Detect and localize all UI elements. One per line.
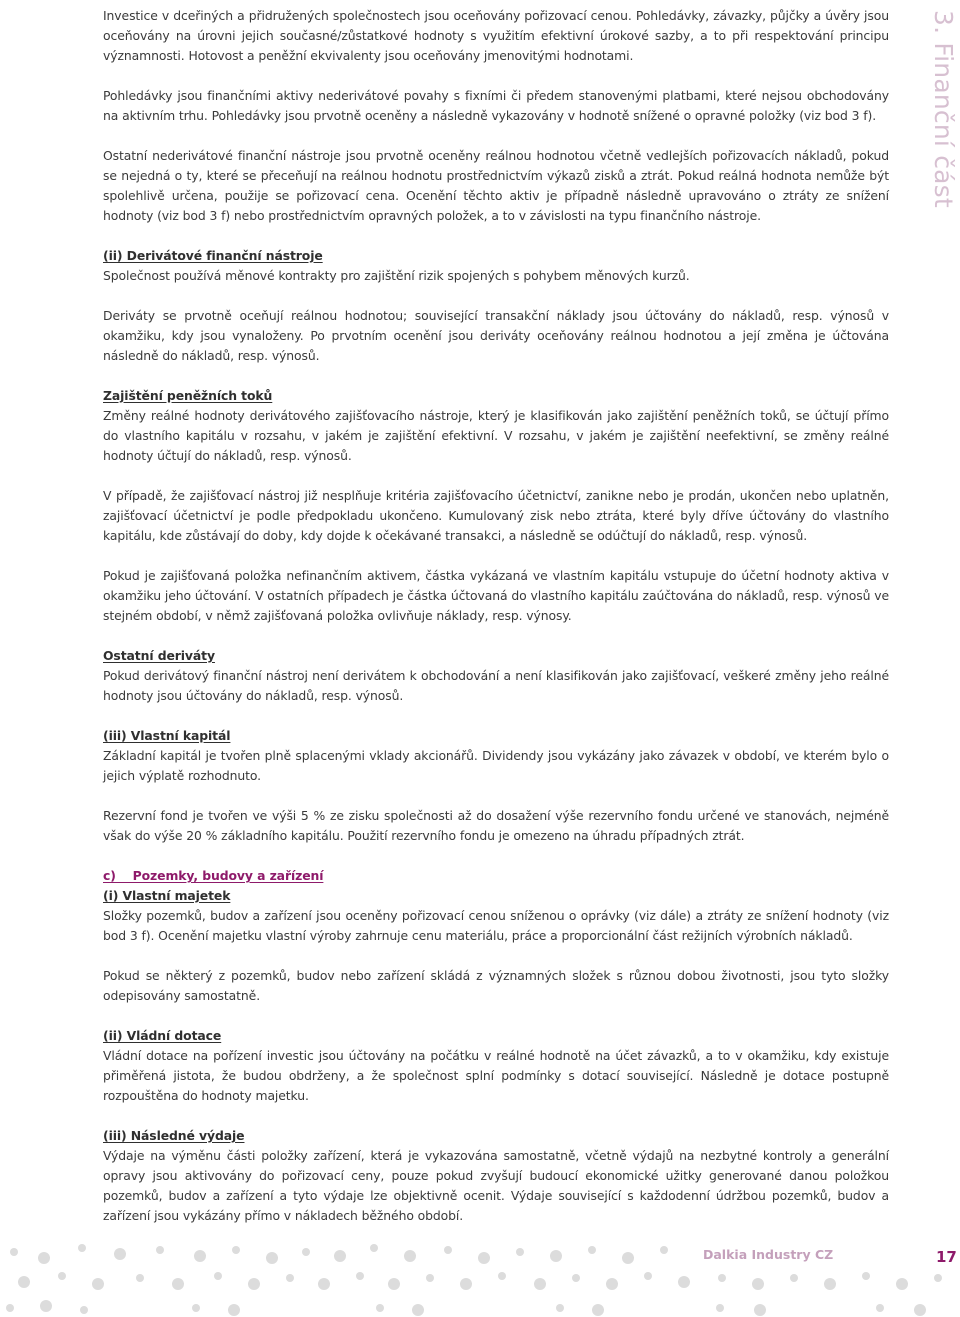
- paragraph: Vládní dotace na pořízení investic jsou účtovány na počátku v reálné hodnotě na účet závazků, a to v okamžiku, kdy existuje přiměřená jistota, že budou obdrženy, a že společnost splní podmínky s dotací související. Následně je dotace postupně rozpouštěna do hodnoty majetku.: [103, 1048, 889, 1103]
- heading-subsequent-costs: (iii) Následné výdaje: [103, 1128, 245, 1143]
- heading-equity: (iii) Vlastní kapitál: [103, 728, 231, 743]
- paragraph: Pokud derivátový finanční nástroj není derivátem k obchodování a není klasifikován jako zajišťovací, veškeré změny jeho reálné hodnoty jsou účtovány do nákladů, resp. výnosů.: [103, 668, 889, 703]
- paragraph: Společnost používá měnové kontrakty pro zajištění rizik spojených s pohybem měnových kurzů.: [103, 268, 690, 283]
- paragraph: Deriváty se prvotně oceňují reálnou hodnotou; související transakční náklady jsou účtovány do nákladů, resp. výnosů v okamžiku, kdy jsou vynaloženy. Po prvotním ocenění jsou deriváty oceňovány reálnou hodnotou a její změna je účtována následně do nákladů, resp. výnosů.: [103, 308, 889, 363]
- paragraph: Pokud se některý z pozemků, budov nebo zařízení skládá z významných složek s různou dobou životnosti, jsou tyto složky odepisovány samostatně.: [103, 968, 889, 1003]
- document-body: [103, 6, 889, 1226]
- paragraph: Základní kapitál je tvořen plně splacenými vklady akcionářů. Dividendy jsou vykázány jako závazek v období, ve kterém bylo o jejich výplatě rozhodnuto.: [103, 748, 889, 783]
- paragraph: Výdaje na výměnu části položky zařízení, která je vykazována samostatně, včetně výdajů na nezbytné kontroly a generální opravy jsou aktivovány do pořizovací ceny, pouze pokud zvyšují budoucí ekonomické užitky generované danou položkou pozemků, budov a zařízení a tyto výdaje lze objektivně ocenit. Výdaje související s každodenní údržbou pozemků, budov a zařízení jsou vykázány přímo v nákladech běžného období.: [103, 1148, 889, 1223]
- paragraph: Pohledávky jsou finančními aktivy nederivátové povahy s fixními či předem stanovenými platbami, které nejsou obchodovány na aktivním trhu. Pohledávky jsou prvotně oceněny a následně vykazovány v hodnotě snížené o opravné položky (viz bod 3 f).: [103, 88, 889, 123]
- decorative-dots: [0, 1230, 960, 1317]
- heading-own-assets: (i) Vlastní majetek: [103, 888, 231, 903]
- heading-government-grants: (ii) Vládní dotace: [103, 1028, 222, 1043]
- heading-derivative-instruments: (ii) Derivátové finanční nástroje: [103, 248, 323, 263]
- paragraph: Složky pozemků, budov a zařízení jsou oceněny pořizovací cenou sníženou o oprávky (viz dále) a ztráty ze snížení hodnoty (viz bod 3 f). Ocenění majetku vlastní výroby zahrnuje cenu materiálu, práce a proporcionální část režijních výrobních nákladů.: [103, 908, 889, 943]
- paragraph: Rezervní fond je tvořen ve výši 5 % ze zisku společnosti až do dosažení výše rezervního fondu určené ve stanovách, nejméně však do výše 20 % základního kapitálu. Použití rezervního fondu je omezeno na úhradu případných ztrát.: [103, 808, 889, 843]
- paragraph: Ostatní nederivátové finanční nástroje jsou prvotně oceněny reálnou hodnotou včetně vedlejších pořizovacích nákladů, pokud se nejedná o ty, které se přeceňují na reálnou hodnotu prostřednictvím výkazů zisků a ztrát. Pokud reálná hodnota nemůže být spolehlivě určena, použije se pořizovací cena. Ocenění těchto aktiv je případně následně upravováno o ztráty ze snížení hodnoty (viz bod 3 f) nebo prostřednictvím opravných položek, a to v závislosti na typu finančního nástroje.: [103, 148, 889, 223]
- heading-cash-flow-hedge: Zajištění peněžních toků: [103, 388, 273, 403]
- heading-other-derivatives: Ostatní deriváty: [103, 648, 215, 663]
- paragraph: Změny reálné hodnoty derivátového zajišťovacího nástroje, který je klasifikován jako zajištění peněžních toků, se účtují přímo do vlastního kapitálu v rozsahu, v jakém je zajištění efektivní. V rozsahu, v jakém je zajištění neefektivní, se změny reálné hodnoty účtují do nákladů, resp. výnosů.: [103, 408, 889, 463]
- heading-section-c: c) Pozemky, budovy a zařízení: [103, 868, 324, 883]
- paragraph: V případě, že zajišťovací nástroj již nesplňuje kritéria zajišťovacího účetnictví, zanikne nebo je prodán, ukončen nebo uplatněn, zajišťovací účetnictví je podle předpokladu ukončeno. Kumulovaný zisk nebo ztráta, které byly dříve účtovány do vlastního kapitálu, kde zůstávají do doby, kdy dojde k očekávané transakci, a následně se odúčtují do nákladů, resp. výnosů.: [103, 488, 889, 543]
- page-number: 17: [936, 1248, 957, 1266]
- side-title-text: 3. Finanční část: [929, 10, 958, 208]
- footer-brand: Dalkia Industry CZ: [703, 1247, 834, 1262]
- paragraph: Investice v dceřiných a přidružených společnostech jsou oceňovány pořizovací cenou. Pohledávky, závazky, půjčky a úvěry jsou oceňovány na úrovni jejich současné/zůstatkové hodnoty s využitím efektivní úrokové sazby, a to při respektování principu významnosti. Hotovost a peněžní ekvivalenty jsou oceňovány jmenovitými hodnotami.: [103, 8, 889, 63]
- section-side-title: [926, 10, 960, 210]
- paragraph: Pokud je zajišťovaná položka nefinančním aktivem, částka vykázaná ve vlastním kapitálu vstupuje do účetní hodnoty aktiva v okamžiku jeho účtování. V ostatních případech je částka účtovaná do vlastního kapitálu zaúčtována do nákladů, resp. výnosů ve stejném období, v němž zajišťovaná položka ovlivňuje náklady, resp. výnosy.: [103, 568, 889, 623]
